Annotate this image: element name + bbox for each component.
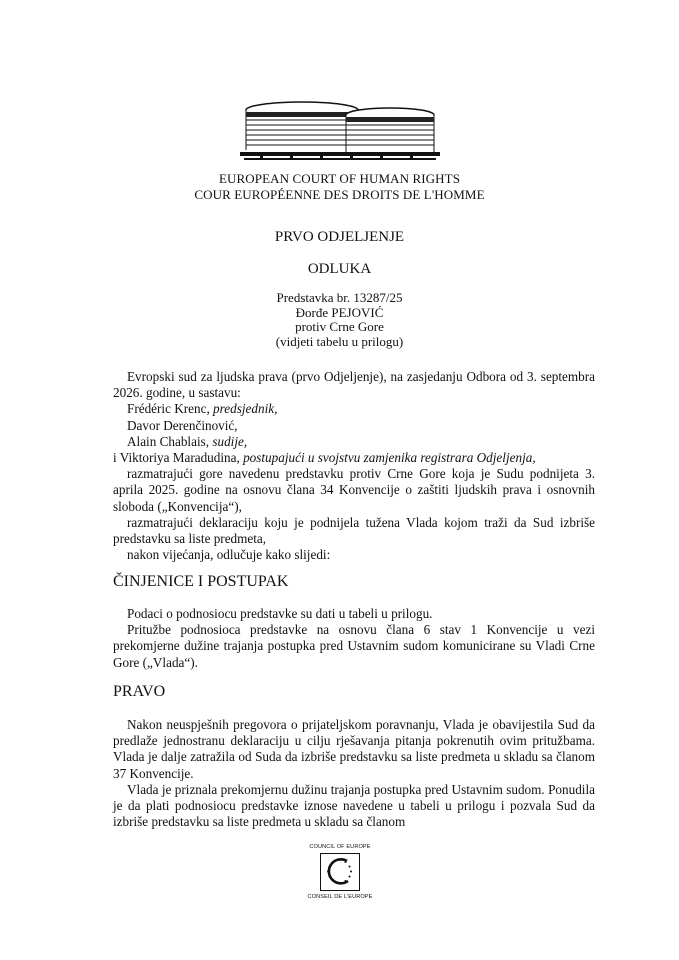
council-of-europe-logo	[305, 844, 375, 902]
coe-emblem-icon	[320, 853, 360, 891]
facts-section	[113, 606, 595, 671]
court-name-fr: COUR EUROPÉENNE DES DROITS DE L'HOMME	[194, 187, 485, 202]
facts-paragraph-1: Podaci o podnosiocu predstavke su dati u tabeli u prilogu.	[127, 606, 433, 621]
judge-3: Alain Chablais, sudije,	[127, 433, 248, 449]
document-type: ODLUKA	[307, 261, 372, 277]
sitting-paragraph: Evropski sud za ljudska prava (prvo Odjeljenje), na zasjedanju Odbora od 3. septembra 2026. godine, u sastavu:	[113, 369, 595, 401]
judge-1: Frédéric Krenc, predsjednik,	[127, 401, 278, 417]
coe-logo-bottom-text: CONSEIL DE L'EUROPE	[307, 894, 373, 900]
having-regard-paragraph-2: razmatrajući deklaraciju koju je podnijela tužena Vlada kojom traži da Sud izbriše predstavku sa liste predmeta,	[113, 514, 595, 547]
facts-heading: ČINJENICE I POSTUPAK	[113, 573, 289, 590]
facts-paragraph-2: Pritužbe podnosioca predstavke na osnovu člana 6 stav 1 Konvencije u vezi prekomjerne dužine trajanja postupka pred Ustavnim sudom komunicirane su Vladi Crne Gore („Vlada“).	[113, 622, 595, 670]
applicant-name: Đorđe PEJOVIĆ	[295, 304, 384, 320]
application-block	[0, 291, 679, 349]
court-building-logo	[240, 98, 440, 168]
application-number: Predstavka br. 13287/25	[276, 290, 403, 305]
law-paragraph-1: Nakon neuspješnih pregovora o prijateljskom poravnanju, Vlada je obavijestila Sud da predlaže jednostranu deklaraciju u cilju rješavanja pitanja pokrenutih ovim pritužbama. Vlada je dalje zatražila od Suda da izbriše predstavku sa liste predmeta u skladu sa članom 37 Konvencije.	[113, 717, 595, 781]
intro-section	[113, 369, 595, 563]
court-name-en: EUROPEAN COURT OF HUMAN RIGHTS	[218, 171, 461, 186]
appendix-note: (vidjeti tabelu u prilogu)	[275, 333, 404, 349]
section-title: PRVO ODJELJENJE	[274, 229, 405, 245]
having-regard-paragraph-1: razmatrajući gore navedenu predstavku protiv Crne Gore koja je Sudu podnijeta 3. aprila 2025. godine na osnovu člana 34 Konvencije o zaštiti ljudskih prava i osnovnih sloboda („Konvencija“),	[113, 466, 595, 514]
judge-2: Davor Derenčinović,	[127, 417, 238, 433]
respondent-state: protiv Crne Gore	[295, 319, 384, 335]
court-header	[0, 171, 679, 203]
coe-logo-top-text: COUNCIL OF EUROPE	[309, 844, 371, 850]
deliberation-line: nakon vijećanja, odlučuje kako slijedi:	[127, 547, 331, 563]
registrar-line: i Viktoriya Maradudina, postupajući u svojstvu zamjenika registrara Odjeljenja,	[113, 450, 536, 466]
law-heading: PRAVO	[113, 683, 166, 700]
law-section	[113, 717, 595, 830]
law-paragraph-2: Vlada je priznala prekomjernu dužinu trajanja postupka pred Ustavnim sudom. Ponudila je da plati podnosiocu predstavke iznose navedene u tabeli u prilogu i pozvala Sud da izbriše predstavku sa liste predmeta u skladu sa članom	[113, 781, 595, 830]
